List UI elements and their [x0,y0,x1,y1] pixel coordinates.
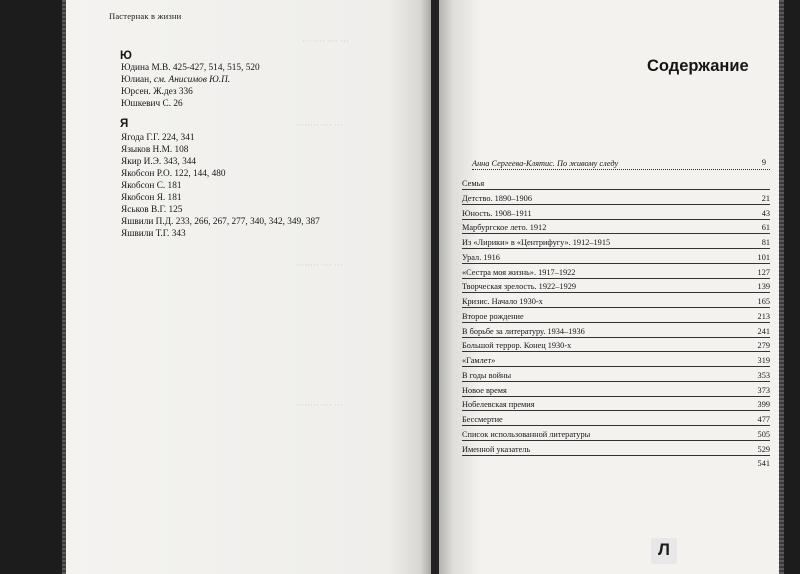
index-entry: Якир И.Э. 343, 344 [121,157,197,167]
toc-page-number: 139 [757,282,770,292]
toc-row [462,189,770,205]
index-letter: Ю [120,50,132,62]
toc-chapter-title: Бессмертие [462,415,503,424]
toc-page-number: 81 [761,238,770,247]
toc-row [462,174,770,190]
toc-row [462,410,770,426]
toc-chapter-title: Из «Лирики» в «Центрифугу». 1912–1915 [462,238,611,247]
toc-row [462,248,770,264]
toc-page-number: 43 [761,208,770,218]
index-entry: Юдина М.В. 425-427, 514, 515, 520 [121,63,260,73]
toc-row [462,292,770,308]
running-head: Пастернак в жизни [109,11,182,21]
index-entry: Якобсон С. 181 [121,181,182,191]
index-entry: Юрсен. Ж.дез 336 [121,87,193,97]
index-entry: Якобсон Я. 181 [121,193,182,203]
toc-chapter-title: Семья [462,179,485,188]
toc-chapter-title: «Гамлет» [462,356,496,365]
toc-chapter-title: Марбургское лето. 1912 [462,223,547,233]
toc-row [462,425,770,441]
index-entry: Юшкевич С. 26 [121,99,183,109]
toc-chapter-title: Большой террор. Конец 1930-х [462,341,572,351]
toc-page-number: 61 [761,223,770,233]
show-through-text: ········ ···· ··· [296,260,343,270]
toc-page-number: 477 [757,415,770,424]
toc-chapter-title: Нобелевская премия [462,400,535,410]
toc-page-number: 319 [757,356,770,365]
toc-row [462,322,770,338]
index-letter: Я [120,118,129,130]
toc-row [462,204,770,220]
site-logo: Л [651,538,677,564]
toc-intro-row [472,154,770,170]
index-entry: Ягода Г.Г. 224, 341 [121,133,195,143]
toc-page-number: 165 [757,297,770,306]
toc-intro-title: Анна Сергеева-Клятис. По живому следу [472,159,619,168]
toc-chapter-title: Кризис. Начало 1930-х [462,297,543,306]
index-entry: Якобсон Р.О. 122, 144, 480 [121,169,226,179]
toc-row [462,454,770,469]
toc-page-number: 399 [757,400,770,410]
show-through-text: ········ ···· ··· [296,400,343,410]
toc-page-number: 279 [757,341,770,351]
toc-page-number: 529 [757,444,770,454]
index-entry: Юлиан, см. Анисимов Ю.П. [121,75,231,85]
page-title: Содержание [647,57,749,75]
toc-chapter-title: Юность. 1908–1911 [462,208,532,218]
toc-row [462,263,770,279]
show-through-text: ········ ···· ··· [302,36,349,46]
toc-page-number: 241 [757,326,770,336]
toc-row [462,218,770,234]
toc-chapter-title: Второе рождение [462,311,524,321]
toc-page-number: 541 [757,459,770,469]
index-entry: Яшвили П.Д. 233, 266, 267, 277, 340, 342, 349, 387 [121,217,320,227]
toc-page-number: 127 [757,267,770,277]
toc-intro-page: 9 [761,158,766,167]
toc-row [462,233,770,249]
right-page [439,0,779,574]
toc-page-number: 373 [757,385,770,395]
toc-chapter-title: «Сестра моя жизнь». 1917–1922 [462,267,576,277]
toc-chapter-title: Список использованной литературы [462,429,591,439]
toc-page-number: 213 [757,311,770,321]
toc-row [462,395,770,411]
toc-row [462,440,770,456]
toc-row [462,277,770,293]
left-page [66,0,431,574]
toc-row [462,351,770,367]
toc-page-number: 505 [757,429,770,439]
toc-page-number: 353 [757,370,770,380]
toc-row [462,307,770,323]
toc-chapter-title: Творческая зрелость. 1922–1929 [462,282,577,292]
index-entry: Яськов В.Г. 125 [121,205,183,215]
toc-chapter-title: В борьбе за литературу. 1934–1936 [462,326,585,336]
toc-row [462,336,770,352]
show-through-text: ········ ···· ··· [296,120,343,130]
index-entry: Языков Н.М. 108 [121,145,189,155]
toc-row [462,366,770,382]
toc-page-number: 101 [757,252,770,262]
toc-chapter-title: Новое время [462,385,507,395]
toc-chapter-title: Урал. 1916 [462,252,500,262]
toc-page-number: 21 [761,193,770,203]
toc-row [462,381,770,397]
toc-chapter-title: Именной указатель [462,444,531,454]
toc-chapter-title: Детство. 1890–1906 [462,193,532,203]
index-entry: Яшвили Т.Г. 343 [121,229,186,239]
toc-chapter-title: В годы войны [462,370,512,380]
